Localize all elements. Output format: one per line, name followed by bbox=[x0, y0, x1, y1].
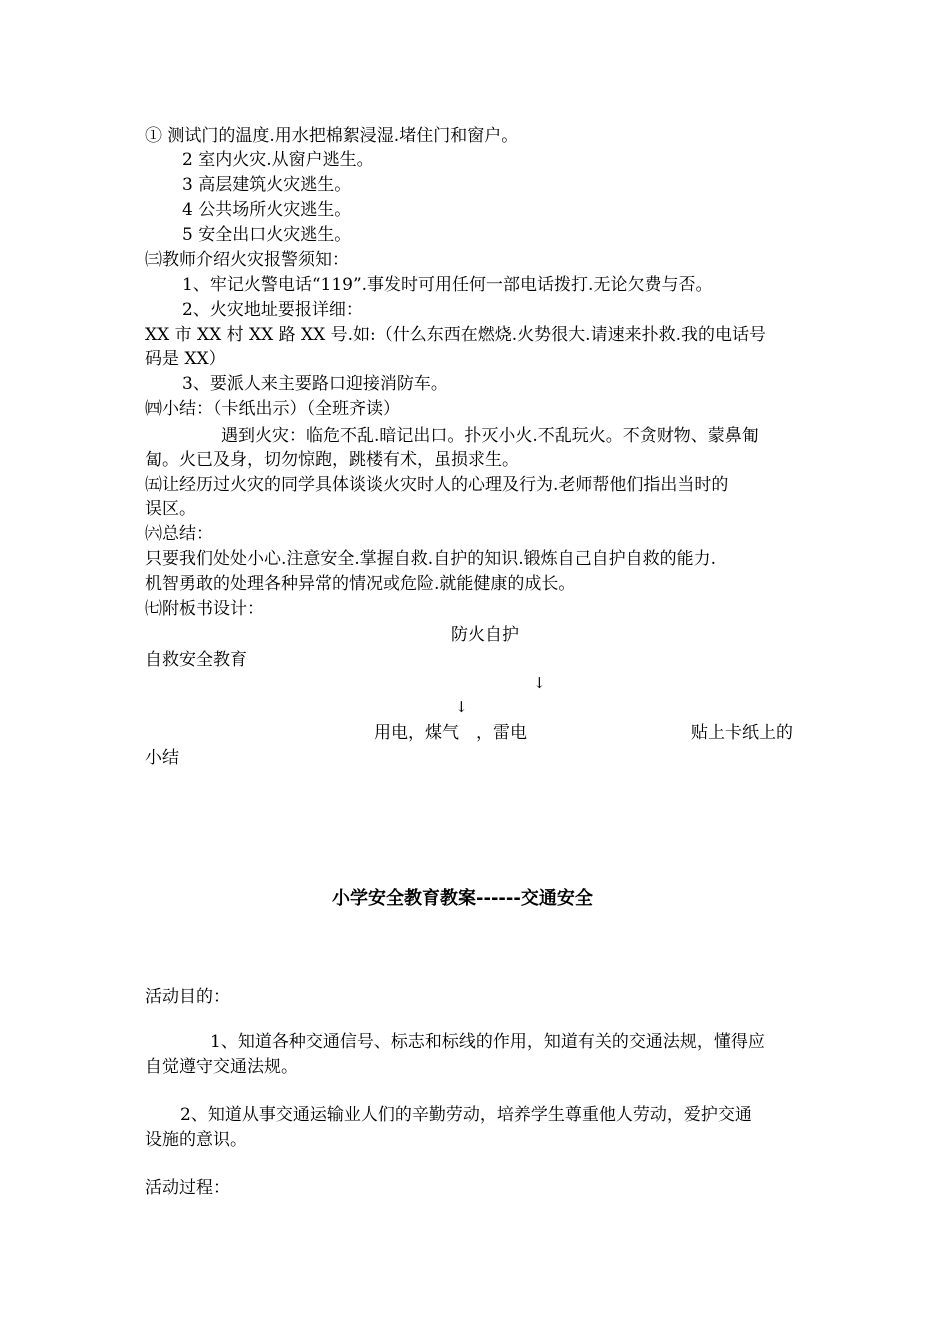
report-item-1: 1、牢记火警电话“119”.事发时可用任何一部电话拨打.无论欠费与否。 bbox=[182, 275, 713, 295]
step-exit-escape: 5 安全出口火灾逃生。 bbox=[182, 225, 352, 245]
report-item-3: 3、要派人来主要路口迎接消防车。 bbox=[182, 374, 448, 394]
goal-1-line-1: 1、知道各种交通信号、标志和标线的作用，知道有关的交通法规，懂得应 bbox=[210, 1032, 765, 1052]
board-title: 防火自护 bbox=[451, 625, 519, 645]
report-item-2: 2、火灾地址要报详细： bbox=[182, 300, 363, 320]
down-arrow-icon: ↓ bbox=[455, 698, 468, 716]
summary-heading: ㈣小结：（卡纸出示）（全班齐读） bbox=[145, 399, 400, 419]
step-window-escape: 2 室内火灾.从窗户逃生。 bbox=[182, 150, 374, 170]
board-design-heading: ㈦附板书设计： bbox=[145, 599, 264, 619]
conclusion-line-2: 机智勇敢的处理各种异常的情况或危险.就能健康的成长。 bbox=[145, 574, 576, 594]
step-test-door: ① 测试门的温度.用水把棉絮浸湿.堵住门和窗户。 bbox=[145, 126, 519, 146]
process-heading: 活动过程： bbox=[145, 1178, 230, 1198]
report-address-line-2: 码是 XX） bbox=[145, 349, 226, 369]
report-address-line-1: XX 市 XX 村 XX 路 XX 号.如:（什么东西在燃烧.火势很大.请速来扑救.我的电话号 bbox=[145, 325, 766, 345]
section-report-heading: ㈢教师介绍火灾报警须知： bbox=[145, 250, 349, 270]
board-subtitle: 自救安全教育 bbox=[145, 650, 247, 670]
summary-text-line-1: 遇到火灾：临危不乱.暗记出口。扑灭小火.不乱玩火。不贪财物、蒙鼻匍 bbox=[221, 426, 759, 446]
conclusion-line-1: 只要我们处处小心.注意安全.掌握自救.自护的知识.锻炼自己自护自救的能力. bbox=[145, 549, 717, 569]
summary-text-line-2: 匐。火已及身，切勿惊跑，跳楼有术，虽损求生。 bbox=[145, 450, 519, 470]
goal-2-line-1: 2、知道从事交通运输业人们的辛勤劳动，培养学生尊重他人劳动，爱护交通 bbox=[180, 1105, 752, 1125]
experience-line-1: ㈤让经历过火灾的同学具体谈谈火灾时人的心理及行为.老师帮他们指出当时的 bbox=[145, 475, 729, 495]
goal-heading: 活动目的： bbox=[145, 987, 230, 1007]
board-card-note-cont: 小结 bbox=[145, 748, 179, 768]
lesson-title: 小学安全教育教案------交通安全 bbox=[332, 888, 593, 909]
step-public-escape: 4 公共场所火灾逃生。 bbox=[182, 200, 352, 220]
experience-line-2: 误区。 bbox=[145, 499, 196, 519]
down-arrow-icon: ↓ bbox=[533, 674, 546, 692]
board-topics: 用电，煤气 ，雷电 bbox=[374, 723, 527, 743]
step-highrise-escape: 3 高层建筑火灾逃生。 bbox=[182, 175, 352, 195]
goal-1-line-2: 自觉遵守交通法规。 bbox=[145, 1057, 298, 1077]
board-card-note: 贴上卡纸上的 bbox=[691, 723, 793, 743]
goal-2-line-2: 设施的意识。 bbox=[145, 1130, 247, 1150]
conclusion-heading: ㈥总结： bbox=[145, 524, 213, 544]
